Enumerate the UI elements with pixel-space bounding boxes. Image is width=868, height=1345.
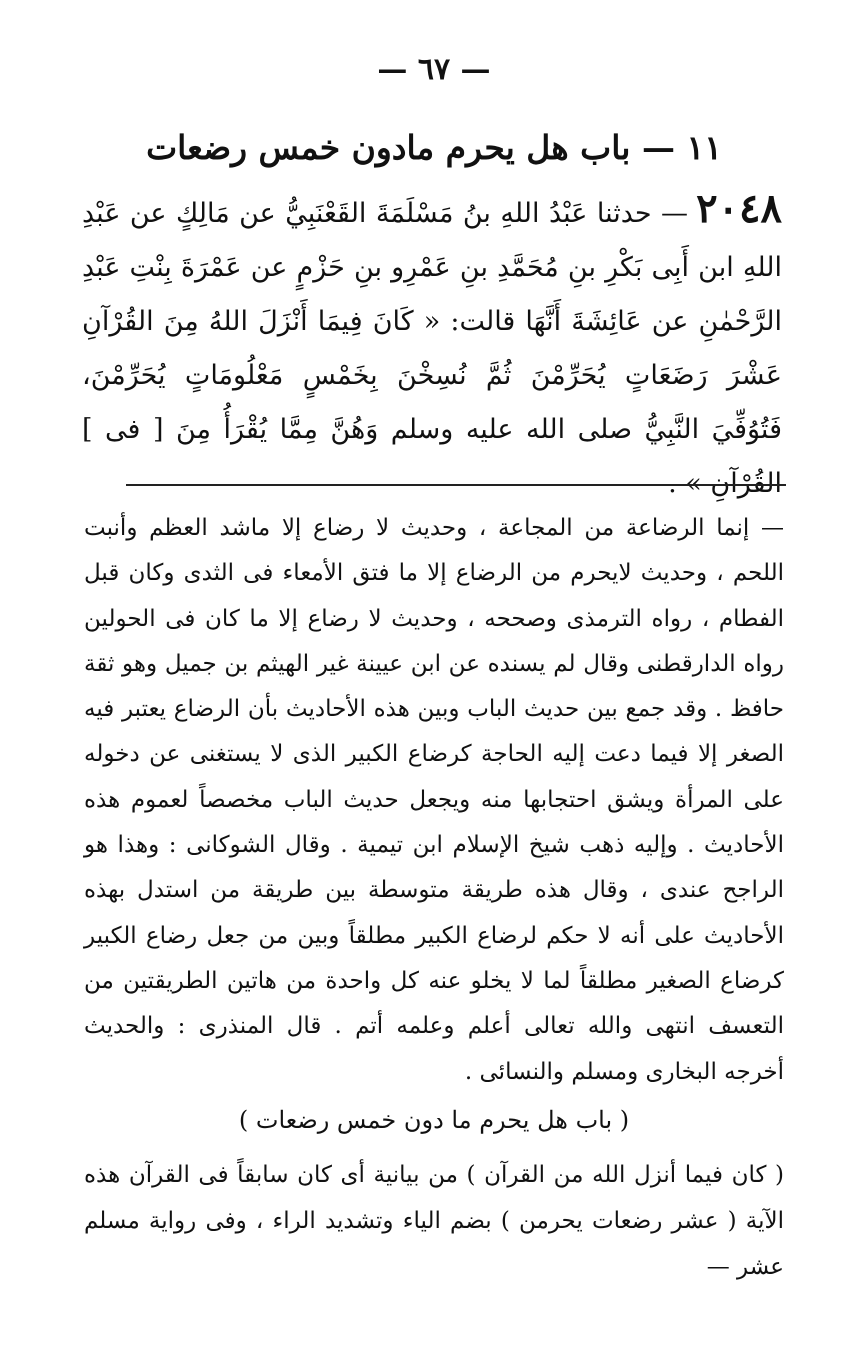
footnote-divider [126, 484, 786, 486]
gloss-text: ( كان فيما أنزل الله من القرآن ) من بيانية أى كان سابقاً فى القرآن هذه الآية ( عشر رضعات يحرمن ) بضم الياء وتشديد الراء ، وفى رواية مسلم عشر — [84, 1162, 784, 1280]
hadith-text: — حدثنا عَبْدُ اللهِ بنُ مَسْلَمَةَ القَعْنَبِيُّ عن مَالِكٍ عن عَبْدِ اللهِ ابن أَبِى بَكْرِ بنِ مُحَمَّدِ بنِ عَمْرِو بنِ حَزْمٍ عن عَمْرَةَ بِنْتِ عَبْدِ الرَّحْمٰنِ عن عَائِشَةَ أَنَّهَا قالت: « كَانَ فِيمَا أَنْزَلَ اللهُ مِنَ القُرْآنِ عَشْرَ رَضَعَاتٍ يُحَرِّمْنَ ثُمَّ نُسِخْنَ بِخَمْسٍ مَعْلُومَاتٍ يُحَرِّمْنَ، فَتُوُفِّيَ النَّبِيُّ صلى الله عليه وسلم وَهُنَّ مِمَّا يُقْرَأُ مِنَ [ فى ] القُرْآنِ » . [82, 198, 782, 499]
commentary-subheading: ( باب هل يحرم ما دون خمس رضعات ) [238, 1106, 630, 1134]
chapter-heading: ١١ — باب هل يحرم مادون خمس رضعات [146, 128, 722, 167]
page-number: — ٦٧ — [377, 52, 491, 87]
hadith-block [82, 182, 782, 511]
commentary-text: — إنما الرضاعة من المجاعة ، وحديث لا رضاع إلا ماشد العظم وأنبت اللحم ، وحديث لايحرم من الرضاع إلا ما فتق الأمعاء فى الثدى وكان قبل الفطام ، رواه الترمذى وصححه ، وحديث لا رضاع إلا ما كان فى الحولين رواه الدارقطنى وقال لم يسنده عن ابن عيينة غير الهيثم بن جميل وهو ثقة حافظ . وقد جمع بين حديث الباب وبين هذه الأحاديث بأن الرضاع يعتبر فيه الصغر إلا فيما دعت إليه الحاجة كرضاع الكبير الذى لا يستغنى عن دخوله على المرأة ويشق احتجابها منه ويجعل حديث الباب مخصصاً لعموم هذه الأحاديث . وإليه ذهب شيخ الإسلام ابن تيمية . وقال الشوكانى : وهذا هو الراجح عندى ، وقال هذه طريقة متوسطة بين طريقة من استدل بهذه الأحاديث على أنه لا حكم لرضاع الكبير مطلقاً وبين من جعل رضاع الكبير كرضاع الصغير مطلقاً لما لا يخلو عنه كل واحدة من هاتين الطريقتين من التعسف انتهى والله تعالى أعلم وعلمه أتم . قال المنذرى : والحديث أخرجه البخارى ومسلم والنسائى . [84, 515, 784, 1085]
hadith-number: ٢٠٤٨ [696, 185, 782, 232]
